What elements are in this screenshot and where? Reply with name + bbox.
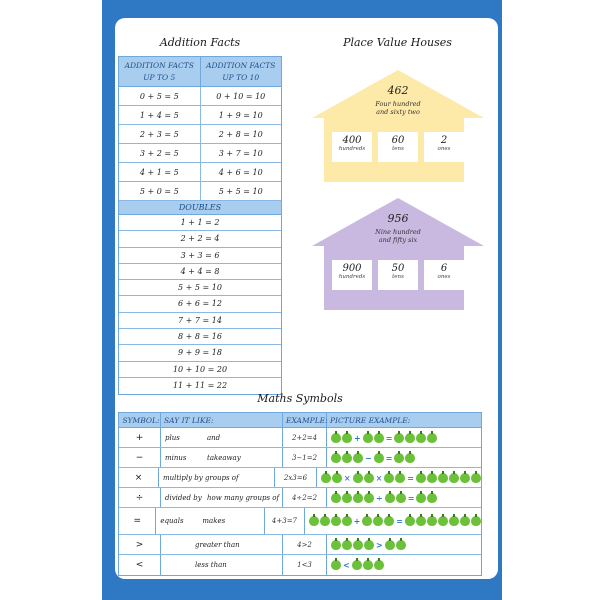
- apple-icon: [460, 516, 470, 526]
- fact-cell: 1 + 9 = 10: [218, 111, 263, 120]
- house-words-line-1: Four hundred: [375, 100, 421, 108]
- operator-icon: >: [376, 539, 383, 550]
- say-secondary: less than: [195, 561, 227, 569]
- house-words-line-2: and sixty two: [376, 108, 420, 116]
- apple-icon: [471, 516, 481, 526]
- example-header: EXAMPLE:: [283, 413, 327, 427]
- apple-icon: [384, 473, 394, 483]
- picture-cell: [327, 488, 481, 507]
- picture-cell: [327, 555, 481, 575]
- place-value-label: tens: [392, 274, 404, 280]
- apple-icon: [342, 453, 352, 463]
- place-value-digit: 60: [391, 135, 405, 146]
- say-cell: [156, 508, 265, 534]
- doubles-row: 10 + 10 = 20: [119, 362, 281, 378]
- doubles-row: 1 + 1 = 2: [119, 215, 281, 231]
- apple-icon: [427, 473, 437, 483]
- symbol-row: [119, 555, 481, 575]
- apple-icon: [449, 516, 459, 526]
- facts-row: [119, 125, 281, 144]
- fact-cell: 5 + 5 = 10: [218, 187, 263, 196]
- apple-icon: [332, 473, 342, 483]
- place-value-digit: 400: [342, 135, 362, 146]
- say-secondary: takeaway: [207, 453, 241, 462]
- apple-icon: [385, 493, 395, 503]
- apple-icon: [353, 493, 363, 503]
- apple-icon: [416, 433, 426, 443]
- operator-icon: =: [396, 516, 403, 526]
- doubles-row: 8 + 8 = 16: [119, 329, 281, 345]
- fact-cell: 3 + 2 = 5: [119, 144, 201, 162]
- symbol-row: [119, 535, 481, 555]
- place-value-box: [424, 260, 464, 290]
- apple-icon: [394, 453, 404, 463]
- say-secondary: makes: [202, 517, 226, 525]
- addition-facts-table: [118, 56, 282, 395]
- doubles-row: 11 + 11 = 22: [172, 380, 228, 390]
- apple-icon: [331, 560, 341, 570]
- picture-cell: [317, 468, 481, 487]
- say-secondary: how many groups of: [207, 493, 280, 502]
- house-words-line-2: and fifty six: [378, 236, 418, 244]
- operator-icon: =: [407, 472, 414, 483]
- say-header: SAY IT LIKE:: [161, 413, 283, 427]
- facts-row: [119, 106, 281, 125]
- doubles-header: DOUBLES: [119, 201, 281, 215]
- say-cell: [161, 448, 283, 467]
- operator-icon: =: [385, 432, 393, 443]
- apple-icon: [438, 516, 448, 526]
- picture-cell: [327, 428, 481, 447]
- apple-icon: [384, 516, 394, 526]
- apple-icon: [405, 433, 415, 443]
- apple-icon: [331, 540, 341, 550]
- doubles-row: 2 + 2 = 4: [119, 231, 281, 247]
- addition-facts-title: Addition Facts: [159, 36, 241, 49]
- apple-icon: [321, 473, 331, 483]
- apple-icon: [460, 473, 470, 483]
- apple-icon: [374, 453, 384, 463]
- doubles-row: 9 + 9 = 18: [119, 345, 281, 361]
- picture-header: PICTURE EXAMPLE:: [330, 416, 411, 425]
- picture-cell: [327, 448, 481, 467]
- say-primary: divided by: [165, 493, 202, 502]
- apple-icon: [416, 493, 426, 503]
- apple-icon: [396, 540, 406, 550]
- apple-icon: [405, 453, 415, 463]
- doubles-row: 5 + 5 = 10: [119, 280, 281, 296]
- symbol-row: [119, 428, 481, 448]
- say-cell: [161, 555, 283, 575]
- symbol-cell: ×: [119, 468, 159, 487]
- place-value-house: [312, 198, 484, 330]
- say-primary: equals: [160, 517, 184, 525]
- place-value-box: [378, 260, 418, 290]
- operator-icon: −: [365, 452, 372, 463]
- facts-row: [119, 182, 281, 201]
- worksheet: [115, 18, 498, 579]
- maths-symbols-table: [118, 412, 482, 576]
- apple-icon: [471, 473, 481, 483]
- fact-cell: 4 + 6 = 10: [218, 168, 263, 177]
- apple-icon: [416, 473, 426, 483]
- apple-icon: [395, 473, 405, 483]
- apple-icon: [362, 516, 372, 526]
- operator-icon: ×: [375, 472, 383, 483]
- symbol-row: [119, 508, 481, 535]
- picture-cell: [327, 535, 481, 554]
- apple-icon: [364, 493, 374, 503]
- say-cell: [161, 535, 283, 554]
- fact-cell: 5 + 0 = 5: [119, 182, 201, 200]
- symbol-cell: >: [119, 535, 161, 554]
- doubles-row: 6 + 6 = 12: [119, 296, 281, 312]
- apple-icon: [331, 433, 341, 443]
- doubles-row: 4 + 4 = 8: [119, 264, 281, 280]
- facts-row: [119, 144, 281, 163]
- apple-icon: [331, 453, 341, 463]
- operator-icon: ÷: [376, 492, 383, 503]
- apple-icon: [396, 493, 406, 503]
- operator-icon: =: [385, 452, 393, 463]
- example-cell: 3−1=2: [283, 448, 327, 467]
- operator-icon: +: [354, 432, 361, 443]
- apple-icon: [320, 516, 330, 526]
- place-value-digit: 6: [440, 263, 448, 274]
- apple-icon: [331, 516, 341, 526]
- say-primary: plus: [165, 433, 180, 442]
- symbol-cell: <: [119, 555, 161, 575]
- example-cell: 2+2=4: [283, 428, 327, 447]
- place-value-label: hundreds: [338, 146, 366, 152]
- apple-icon: [438, 473, 448, 483]
- apple-icon: [416, 516, 426, 526]
- symbol-cell: ÷: [119, 488, 161, 507]
- place-value-digit: 900: [342, 263, 362, 274]
- doubles-row: 7 + 7 = 14: [119, 313, 281, 329]
- fact-cell: 0 + 5 = 5: [119, 87, 201, 105]
- say-secondary: greater than: [195, 540, 240, 549]
- apple-icon: [364, 473, 374, 483]
- apple-icon: [342, 540, 352, 550]
- symbol-cell: +: [119, 428, 161, 447]
- place-value-house: [312, 70, 484, 202]
- place-value-digit: 2: [440, 135, 448, 146]
- maths-symbols-title: Maths Symbols: [257, 392, 343, 405]
- facts-header: [119, 57, 281, 87]
- symbol-cell: =: [119, 508, 156, 534]
- apple-icon: [342, 516, 352, 526]
- apple-icon: [374, 433, 384, 443]
- symbol-header: SYMBOL:: [119, 413, 161, 427]
- apple-icon: [353, 540, 363, 550]
- house-number: 462: [387, 84, 409, 97]
- apple-icon: [405, 516, 415, 526]
- place-value-label: ones: [437, 146, 451, 152]
- facts-row: [119, 87, 281, 106]
- symbol-cell: −: [119, 448, 161, 467]
- doubles-row: 3 + 3 = 6: [119, 248, 281, 264]
- fact-cell: 4 + 1 = 5: [119, 163, 201, 181]
- operator-icon: ×: [343, 472, 351, 483]
- symbols-header: [119, 413, 481, 428]
- apple-icon: [394, 433, 404, 443]
- apple-icon: [449, 473, 459, 483]
- apple-icon: [352, 560, 362, 570]
- place-value-box: [332, 132, 372, 162]
- example-cell: 4÷2=2: [283, 488, 327, 507]
- facts-row: [119, 163, 281, 182]
- apple-icon: [363, 560, 373, 570]
- example-cell: 2x3=6: [275, 468, 317, 487]
- house-number: 956: [387, 212, 409, 225]
- fact-cell: 1 + 4 = 5: [119, 106, 201, 124]
- facts-header-up-to-5: ADDITION FACTS UP TO 5: [119, 57, 201, 86]
- place-value-label: hundreds: [338, 274, 366, 280]
- symbol-row: [119, 468, 481, 488]
- symbol-row: [119, 488, 481, 508]
- place-value-label: tens: [392, 146, 404, 152]
- place-value-box: [378, 132, 418, 162]
- facts-header-up-to-10: ADDITION FACTS UP TO 10: [206, 61, 276, 82]
- say-secondary: groups of: [204, 473, 239, 482]
- apple-icon: [353, 453, 363, 463]
- example-cell: 4>2: [283, 535, 327, 554]
- fact-cell: 2 + 8 = 10: [218, 130, 263, 139]
- apple-icon: [427, 516, 437, 526]
- picture-cell: [305, 508, 481, 534]
- fact-cell: 0 + 10 = 10: [216, 92, 266, 101]
- apple-icon: [385, 540, 395, 550]
- say-primary: minus: [165, 453, 187, 462]
- apple-icon: [363, 433, 373, 443]
- place-value-label: ones: [437, 274, 451, 280]
- example-cell: 4+3=7: [265, 508, 304, 534]
- example-cell: 1<3: [283, 555, 327, 575]
- symbol-row: [119, 448, 481, 468]
- apple-icon: [427, 433, 437, 443]
- say-cell: [159, 468, 275, 487]
- operator-icon: +: [353, 516, 361, 526]
- apple-icon: [342, 433, 352, 443]
- say-cell: [161, 428, 283, 447]
- apple-icon: [427, 493, 437, 503]
- apple-icon: [353, 473, 363, 483]
- apple-icon: [373, 516, 383, 526]
- say-secondary: and: [207, 433, 221, 442]
- say-primary: multiply by: [162, 473, 203, 482]
- apple-icon: [342, 493, 352, 503]
- apple-icon: [364, 540, 374, 550]
- fact-cell: 3 + 7 = 10: [218, 149, 263, 158]
- place-value-box: [332, 260, 372, 290]
- apple-icon: [374, 560, 384, 570]
- place-value-title: Place Value Houses: [343, 36, 452, 49]
- say-cell: [161, 488, 283, 507]
- operator-icon: <: [343, 560, 350, 570]
- apple-icon: [331, 493, 341, 503]
- operator-icon: =: [407, 492, 415, 503]
- fact-cell: 2 + 3 = 5: [119, 125, 201, 143]
- place-value-digit: 50: [391, 263, 405, 274]
- house-words-line-1: Nine hundred: [375, 228, 421, 236]
- apple-icon: [309, 516, 319, 526]
- place-value-box: [424, 132, 464, 162]
